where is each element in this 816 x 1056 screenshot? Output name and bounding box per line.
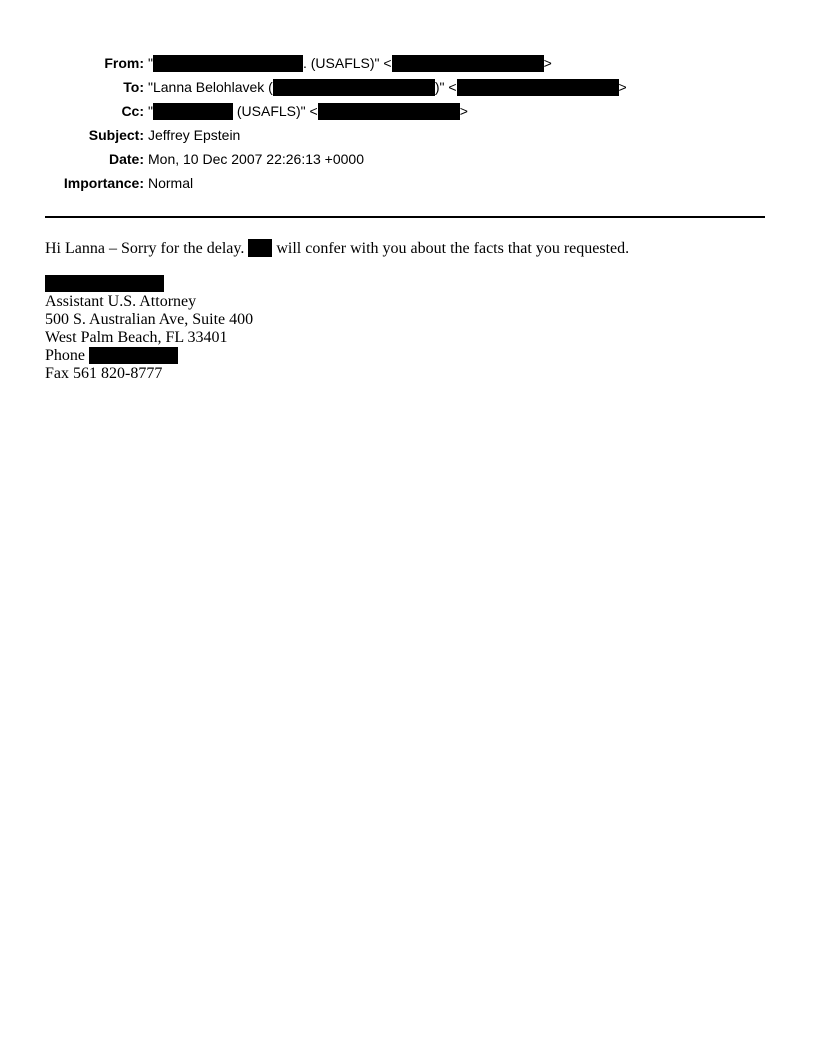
date-row	[0, 150, 760, 174]
from-value	[148, 54, 552, 72]
from-label: From:	[104, 55, 144, 71]
date-label: Date:	[108, 151, 144, 167]
greeting-start: Hi Lanna – Sorry for the delay.	[45, 240, 249, 257]
to-prefix: "Lanna Belohlavek (	[148, 79, 273, 95]
redaction-block	[89, 347, 178, 364]
cc-suffix: >	[459, 103, 468, 119]
to-suffix: >	[618, 79, 627, 95]
subject-label: Subject:	[88, 127, 144, 143]
cc-prefix: "	[148, 103, 153, 119]
from-row	[0, 54, 760, 78]
signature-fax: Fax 561 820-8777	[45, 365, 163, 382]
subject-value: Jeffrey Epstein	[148, 127, 241, 143]
from-prefix: "	[148, 55, 153, 71]
phone-label: Phone	[45, 347, 89, 364]
date-value: Mon, 10 Dec 2007 22:26:13 +0000	[148, 151, 365, 167]
header-divider	[45, 216, 765, 218]
cc-label: Cc:	[121, 103, 144, 119]
subject-row	[0, 126, 760, 150]
to-label: To:	[123, 79, 144, 95]
importance-value: Normal	[148, 175, 194, 191]
signature-address-line-2: West Palm Beach, FL 33401	[45, 329, 228, 346]
signature-phone	[45, 347, 178, 365]
redaction-block	[45, 275, 164, 292]
from-mid: . (USAFLS)" <	[302, 55, 392, 71]
cc-row	[0, 102, 760, 126]
message-line	[45, 239, 629, 258]
signature-title: Assistant U.S. Attorney	[45, 293, 197, 310]
greeting-end: will confer with you about the facts that you requested.	[272, 240, 630, 257]
importance-row	[0, 174, 760, 198]
redaction-block	[392, 55, 544, 72]
to-row	[0, 78, 760, 102]
cc-value	[148, 102, 468, 120]
signature-address-line-1: 500 S. Australian Ave, Suite 400	[45, 311, 254, 328]
redaction-block	[153, 103, 233, 120]
to-mid: )" <	[434, 79, 457, 95]
importance-label: Importance:	[63, 175, 144, 191]
redaction-block	[153, 55, 303, 72]
redaction-block	[318, 103, 460, 120]
redaction-block	[248, 239, 272, 257]
from-suffix: >	[543, 55, 552, 71]
redaction-block	[457, 79, 619, 96]
redaction-block	[273, 79, 435, 96]
cc-mid: (USAFLS)" <	[232, 103, 318, 119]
to-value	[148, 78, 627, 96]
